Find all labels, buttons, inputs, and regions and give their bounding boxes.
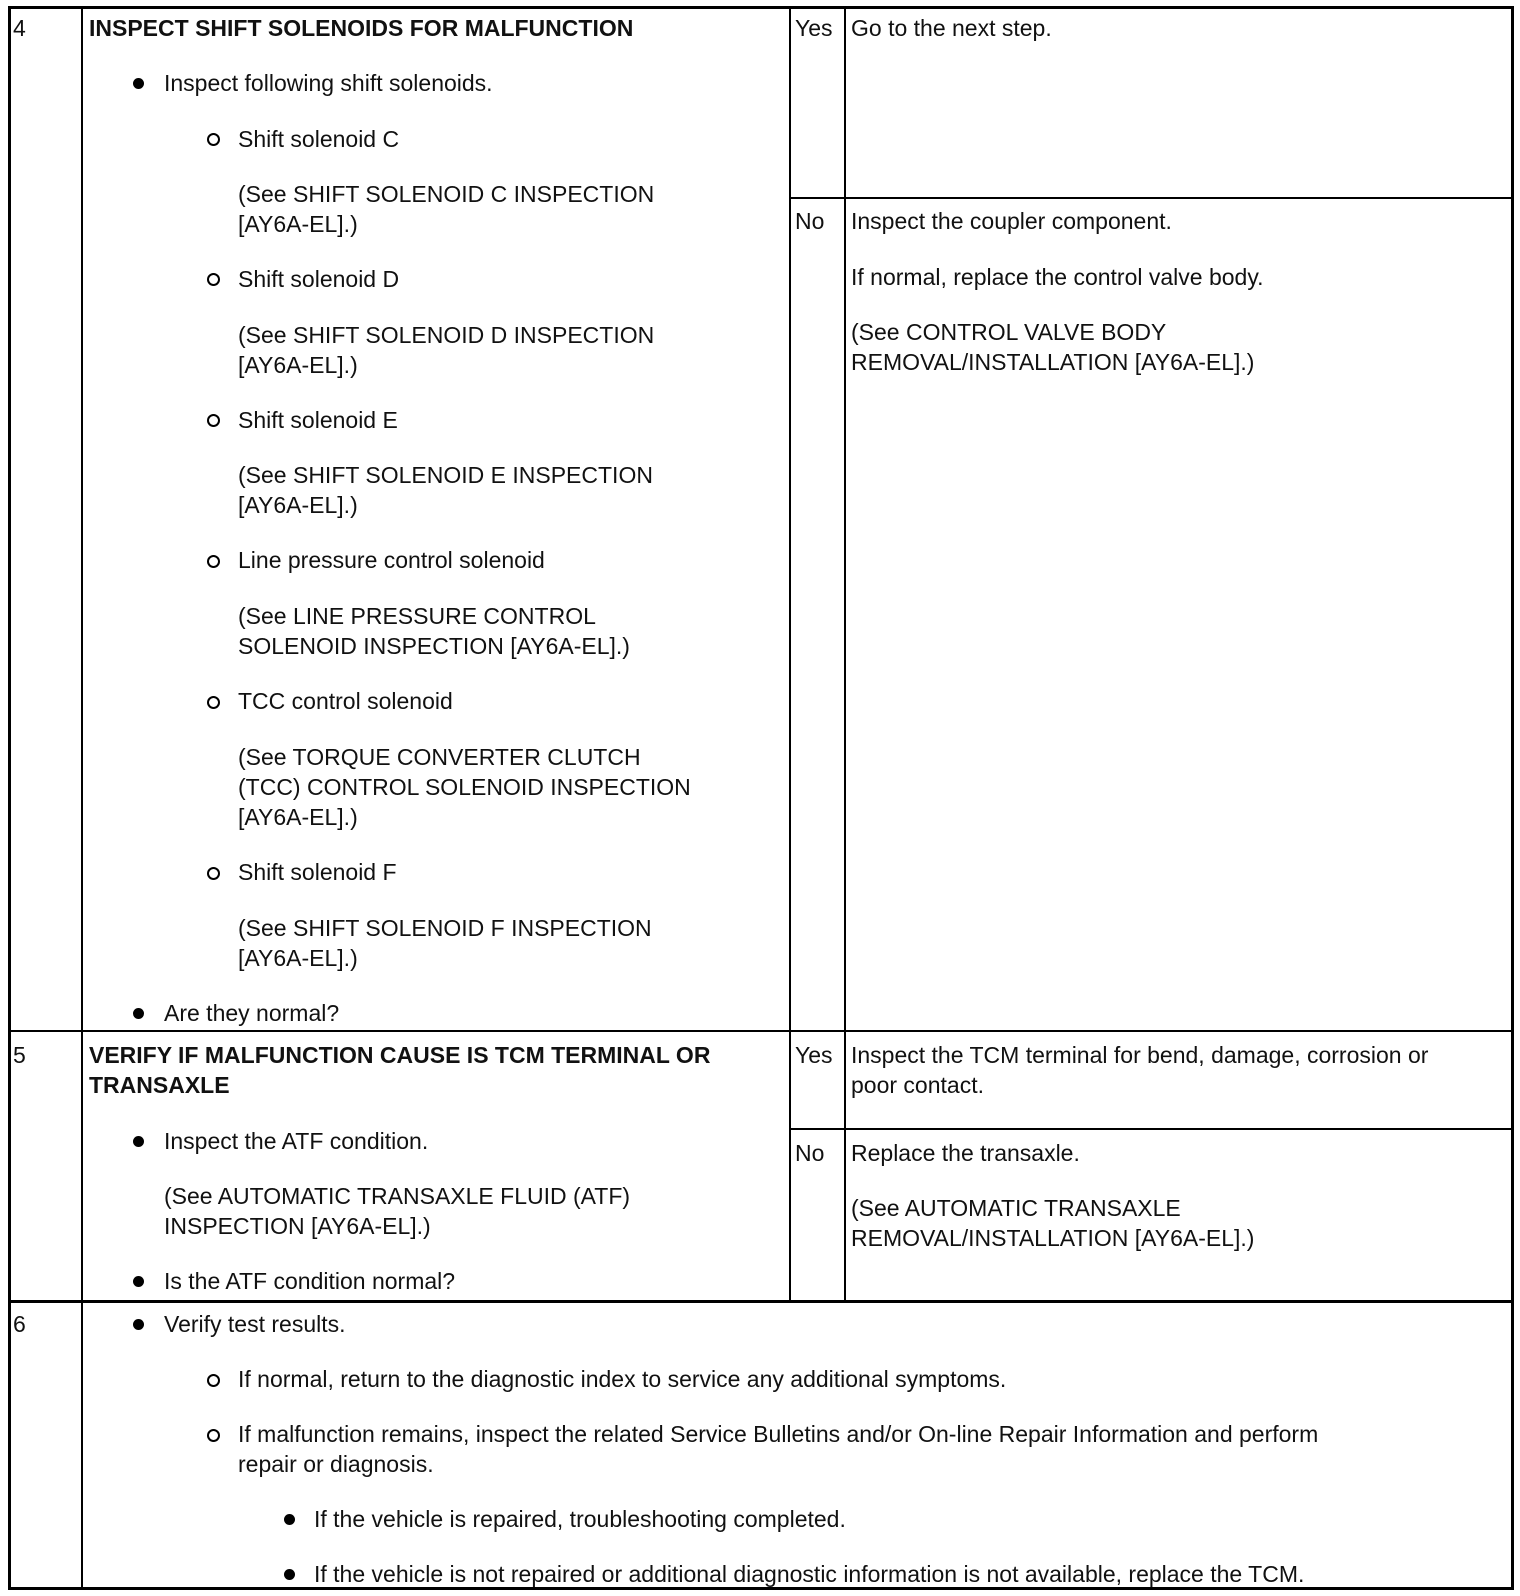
solenoid-reference: (See SHIFT SOLENOID D INSPECTION xyxy=(238,322,655,348)
bullet-icon xyxy=(133,1319,144,1330)
result-outcome: If the vehicle is not repaired or additional diagnostic information is not available, replace the TCM. xyxy=(314,1561,1305,1587)
sub-bullet-icon xyxy=(207,1374,220,1387)
table-border-right xyxy=(1511,6,1514,1590)
yes-label: Yes xyxy=(795,15,833,41)
no-action-reference: (See AUTOMATIC TRANSAXLE xyxy=(851,1195,1181,1221)
solenoid-name: Shift solenoid C xyxy=(238,126,400,152)
bullet-icon xyxy=(133,78,144,89)
no-action-reference: REMOVAL/INSTALLATION [AY6A-EL].) xyxy=(851,349,1255,375)
bullet-icon xyxy=(133,1136,144,1147)
result-instruction: If normal, return to the diagnostic index to service any additional symptoms. xyxy=(238,1366,1007,1392)
step-number: 6 xyxy=(13,1311,26,1337)
step-title: VERIFY IF MALFUNCTION CAUSE IS TCM TERMINAL OR xyxy=(89,1042,711,1068)
solenoid-name: Shift solenoid D xyxy=(238,266,400,292)
solenoid-reference: (See SHIFT SOLENOID E INSPECTION xyxy=(238,462,653,488)
no-action: Inspect the coupler component. xyxy=(851,208,1172,234)
no-label: No xyxy=(795,1140,825,1166)
solenoid-name: Shift solenoid F xyxy=(238,859,397,885)
no-action-reference: (See CONTROL VALVE BODY xyxy=(851,319,1167,345)
step-reference: (See AUTOMATIC TRANSAXLE FLUID (ATF) xyxy=(164,1183,631,1209)
yes-action: poor contact. xyxy=(851,1072,984,1098)
no-label: No xyxy=(795,208,825,234)
row4-yes-no-divider xyxy=(789,197,1514,199)
step-number: 5 xyxy=(13,1042,26,1068)
step-instruction: Inspect following shift solenoids. xyxy=(164,70,493,96)
table-border-top xyxy=(8,6,1514,9)
no-action: Replace the transaxle. xyxy=(851,1140,1080,1166)
result-instruction: If malfunction remains, inspect the related Service Bulletins and/or On-line Repair Information and perform xyxy=(238,1421,1319,1447)
solenoid-reference: SOLENOID INSPECTION [AY6A-EL].) xyxy=(238,633,630,659)
step-instruction: Inspect the ATF condition. xyxy=(164,1128,429,1154)
yesno-column-divider xyxy=(789,6,791,1302)
table-border-left xyxy=(8,6,11,1590)
step-reference: INSPECTION [AY6A-EL].) xyxy=(164,1213,431,1239)
row-divider-4-5 xyxy=(8,1030,1514,1032)
solenoid-reference: [AY6A-EL].) xyxy=(238,352,358,378)
solenoid-reference: (See SHIFT SOLENOID C INSPECTION xyxy=(238,181,655,207)
solenoid-reference: (TCC) CONTROL SOLENOID INSPECTION xyxy=(238,774,691,800)
yes-label: Yes xyxy=(795,1042,833,1068)
bullet-icon xyxy=(284,1569,295,1580)
bullet-icon xyxy=(133,1008,144,1019)
step-title: TRANSAXLE xyxy=(89,1072,230,1098)
solenoid-name: TCC control solenoid xyxy=(238,688,453,714)
solenoid-reference: [AY6A-EL].) xyxy=(238,492,358,518)
step-column-divider xyxy=(81,6,83,1590)
bullet-icon xyxy=(284,1514,295,1525)
sub-bullet-icon xyxy=(207,696,220,709)
row-divider-5-6 xyxy=(8,1300,1514,1303)
no-action: If normal, replace the control valve body. xyxy=(851,264,1264,290)
solenoid-name: Line pressure control solenoid xyxy=(238,547,545,573)
solenoid-reference: [AY6A-EL].) xyxy=(238,804,358,830)
row5-yes-no-divider xyxy=(789,1128,1514,1130)
solenoid-reference: [AY6A-EL].) xyxy=(238,211,358,237)
no-action-reference: REMOVAL/INSTALLATION [AY6A-EL].) xyxy=(851,1225,1255,1251)
sub-bullet-icon xyxy=(207,555,220,568)
solenoid-reference: (See TORQUE CONVERTER CLUTCH xyxy=(238,744,641,770)
step-question: Are they normal? xyxy=(164,1000,340,1026)
solenoid-reference: (See SHIFT SOLENOID F INSPECTION xyxy=(238,915,652,941)
step-question: Is the ATF condition normal? xyxy=(164,1268,456,1294)
result-instruction: repair or diagnosis. xyxy=(238,1451,434,1477)
sub-bullet-icon xyxy=(207,867,220,880)
yes-action: Go to the next step. xyxy=(851,15,1052,41)
step-number: 4 xyxy=(13,15,26,41)
yes-action: Inspect the TCM terminal for bend, damage, corrosion or xyxy=(851,1042,1429,1068)
solenoid-reference: (See LINE PRESSURE CONTROL xyxy=(238,603,596,629)
solenoid-reference: [AY6A-EL].) xyxy=(238,945,358,971)
result-outcome: If the vehicle is repaired, troubleshooting completed. xyxy=(314,1506,846,1532)
sub-bullet-icon xyxy=(207,273,220,286)
step-title: INSPECT SHIFT SOLENOIDS FOR MALFUNCTION xyxy=(89,15,634,41)
bullet-icon xyxy=(133,1276,144,1287)
sub-bullet-icon xyxy=(207,1429,220,1442)
sub-bullet-icon xyxy=(207,414,220,427)
action-column-divider xyxy=(844,6,846,1302)
sub-bullet-icon xyxy=(207,133,220,146)
step-instruction: Verify test results. xyxy=(164,1311,346,1337)
solenoid-name: Shift solenoid E xyxy=(238,407,398,433)
